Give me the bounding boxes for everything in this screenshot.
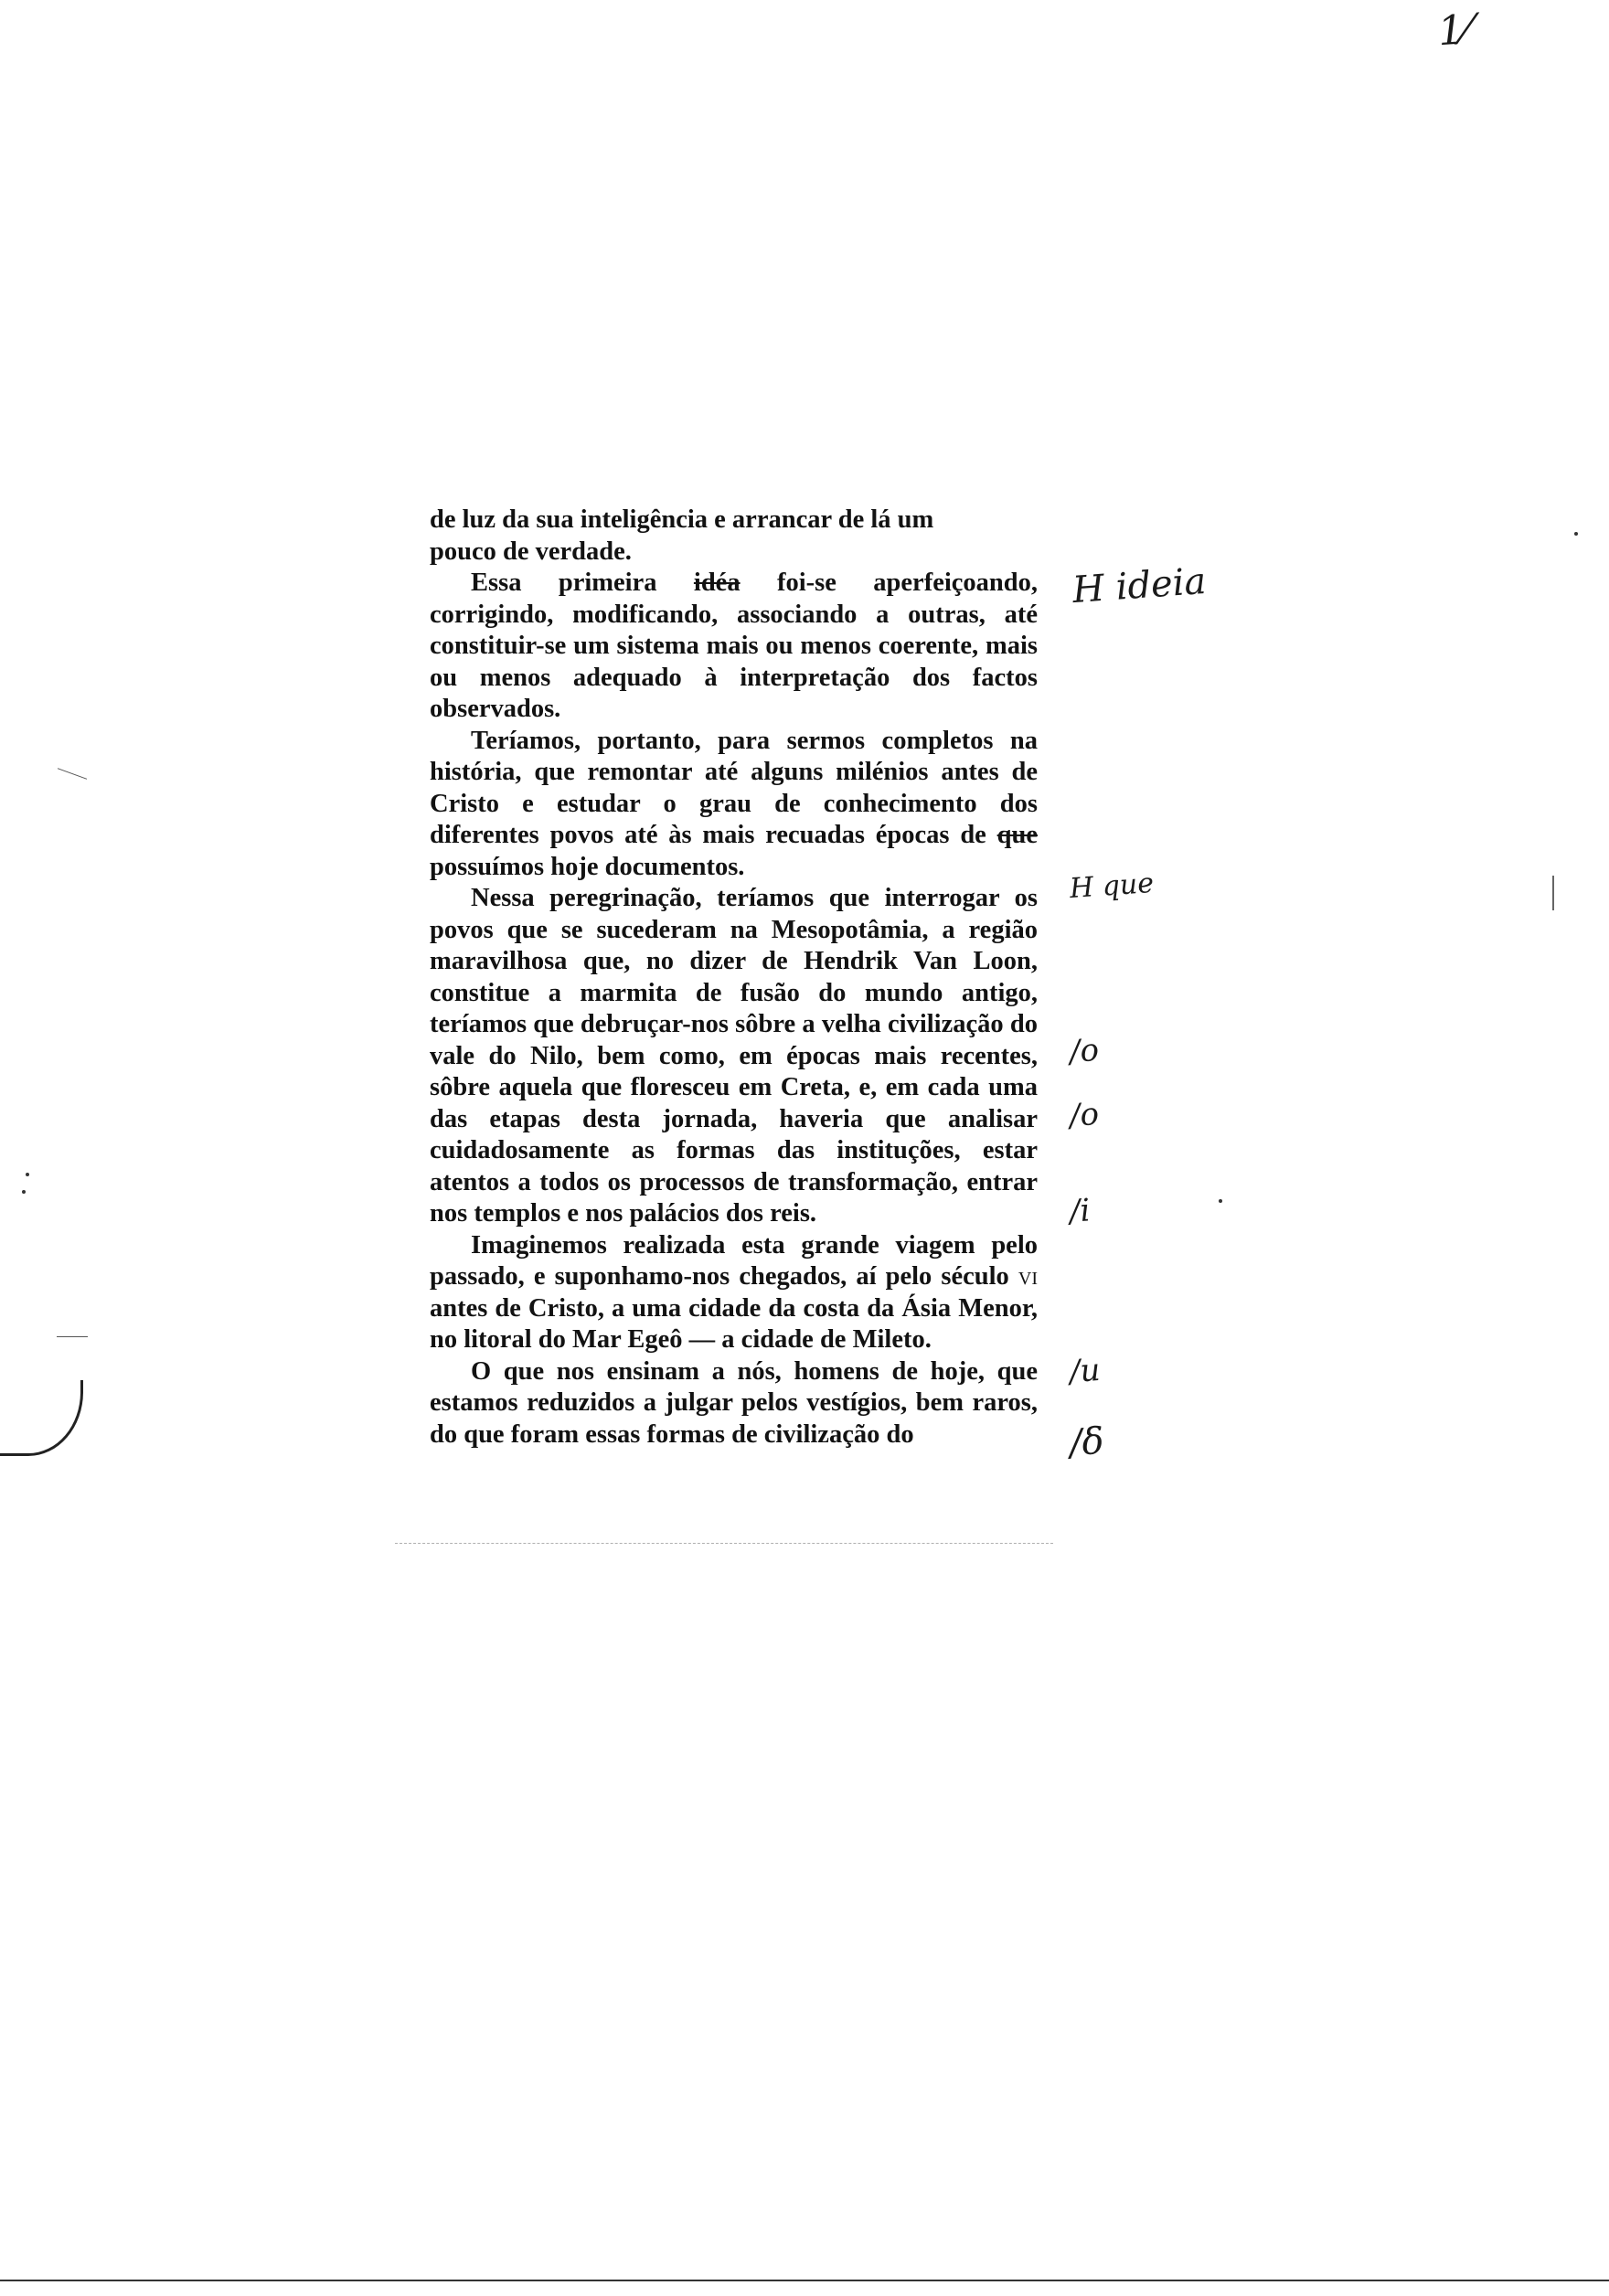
margin-note-i: /i [1068,1192,1092,1230]
margin-note-o-1: /o [1068,1031,1101,1071]
paragraph-6 [430,1356,1038,1451]
stray-dot [26,1173,29,1176]
p3-start: Teríamos, portanto, para sermos completos na história, que remontar até alguns milénios antes de Cristo e estudar o grau de conhecimento dos diferentes povos até às mais recuadas épocas de [430,726,1038,849]
stray-dash [57,1336,88,1337]
margin-note-delta: /δ [1068,1419,1106,1465]
stray-dot [1219,1199,1222,1203]
p1-line-1: de luz da sua inteligência e arrancar de lá um [430,505,934,534]
struck-word-que: que [996,821,1038,849]
p5-end: antes de Cristo, a uma cidade da costa da Ásia Menor, no litoral do Mar Egeô — a cidade de Mileto. [430,1293,1038,1354]
margin-note-ideia: H ideia [1071,559,1208,612]
struck-word-idea: idéa [693,569,741,597]
paragraph-1 [430,505,1038,568]
scan-bottom-edge [0,2280,1609,2281]
paragraph-5 [430,1230,1038,1356]
p2-end: foi-se aperfeiçoando, corrigindo, modificando, associando a outras, até constituir-se um sistema mais ou menos coerente, mais ou menos adequado à interpretação dos factos observados. [430,569,1038,723]
stray-dot [22,1190,26,1194]
century-numeral: vi [1018,1262,1038,1291]
stray-dot [1574,532,1578,536]
p2-start: Essa primeira [471,569,694,597]
faint-page-line [395,1543,1053,1544]
margin-note-que: H que [1068,866,1156,906]
left-bracket-mark [0,1380,83,1456]
margin-note-u: /u [1068,1351,1102,1391]
body-text [430,505,1038,1451]
p3-end: possuímos hoje documentos. [430,852,745,881]
p5-start: Imaginemos realizada esta grande viagem pelo passado, e suponhamo-nos chegados, aí pelo século [430,1230,1038,1291]
paragraph-3 [430,726,1038,884]
stray-dash [58,768,87,780]
p4-text: Nessa peregrinação, teríamos que interrogar os povos que se sucederam na Mesopotâmia, a região maravilhosa que, no dizer de Hendrik Van Loon, constitue a marmita de fusão do mundo antigo, teríamos que debruçar-nos sôbre a velha civilização do vale do Nilo, bem como, em épocas mais recentes, sôbre aquela que floresceu em Creta, e, em cada uma das etapas desta jornada, haveria que analisar cuidadosamente as formas das instituções, estar atentos a todos os processos de transformação, entrar nos templos e nos palácios dos reis. [430,884,1038,1228]
p6-text: O que nos ensinam a nós, homens de hoje, que estamos reduzidos a julgar pelos vestígios, bem raros, do que foram essas formas de civilização do [430,1356,1038,1449]
p1-line-2: pouco de verdade. [430,537,632,566]
margin-note-o-2: /o [1068,1095,1101,1135]
stray-tick [1552,876,1554,910]
paragraph-4 [430,883,1038,1230]
page-number-mark: 1⁄ [1436,5,1473,56]
paragraph-2 [430,568,1038,726]
